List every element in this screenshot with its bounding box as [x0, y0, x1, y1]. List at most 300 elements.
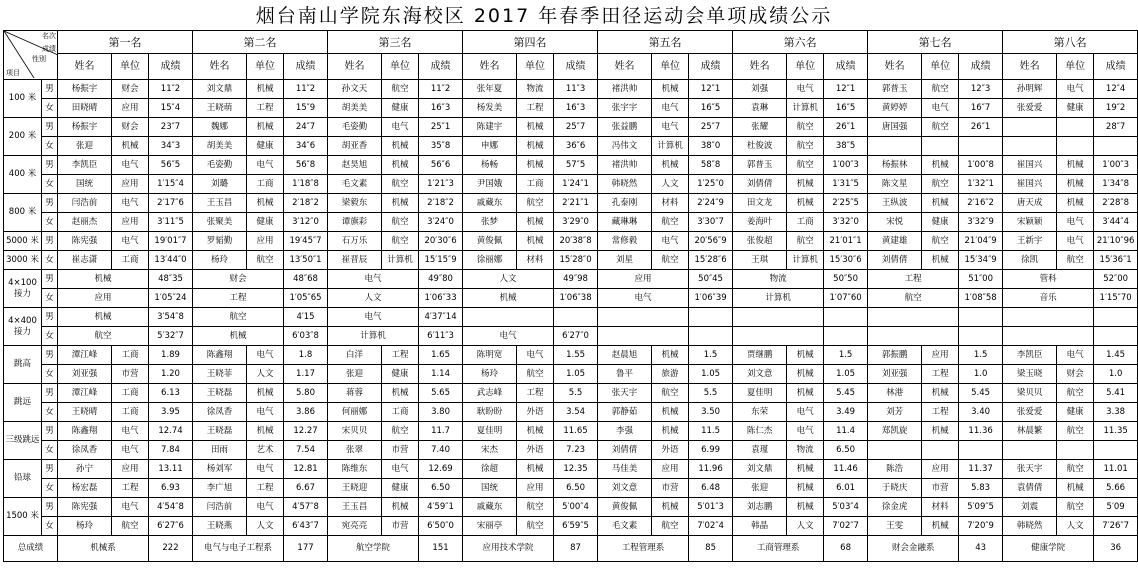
athlete-name: 杨玲 — [58, 517, 112, 536]
athlete-name: 陈宪强 — [58, 498, 112, 517]
unit: 机械 — [787, 479, 824, 498]
name-header: 姓名 — [193, 54, 247, 80]
athlete-name — [1003, 118, 1057, 137]
athlete-name: 孙宁 — [58, 460, 112, 479]
unit — [1057, 441, 1094, 460]
athlete-name: 胡亚香 — [328, 137, 382, 156]
gender-cell: 男 — [42, 156, 58, 175]
athlete-name: 林港 — [868, 384, 922, 403]
score — [959, 137, 1003, 156]
name-header: 姓名 — [868, 54, 922, 80]
score: 6′50″0 — [419, 517, 463, 536]
unit: 机械 — [922, 517, 959, 536]
score: 7.40 — [419, 441, 463, 460]
unit: 机械 — [382, 498, 419, 517]
unit: 航空 — [517, 194, 554, 213]
unit: 物流 — [517, 80, 554, 99]
relay-score: 1′05″65 — [284, 289, 328, 308]
score: 26″1 — [959, 118, 1003, 137]
athlete-name: 张迎 — [58, 137, 112, 156]
athlete-name: 梁毅东 — [328, 194, 382, 213]
unit: 机械 — [247, 118, 284, 137]
unit: 机械 — [517, 213, 554, 232]
unit: 机械 — [1057, 194, 1094, 213]
score: 26″1 — [824, 118, 868, 137]
unit: 机械 — [382, 156, 419, 175]
athlete-name: 戚藏东 — [463, 498, 517, 517]
gender-cell: 女 — [42, 137, 58, 156]
relay-score — [689, 308, 733, 327]
athlete-name: 刘亚强 — [58, 365, 112, 384]
unit: 电气 — [1057, 213, 1094, 232]
athlete-name: 梁贝贝 — [1003, 384, 1057, 403]
unit: 健康 — [382, 479, 419, 498]
relay-score: 6′11″3 — [419, 327, 463, 346]
relay-unit: 工程 — [868, 270, 959, 289]
relay-unit — [1003, 308, 1094, 327]
score: 7.84 — [149, 441, 193, 460]
corner-rank: 名次 — [42, 32, 56, 40]
athlete-name: 王晓迎 — [328, 479, 382, 498]
athlete-name: 杜俊波 — [733, 137, 787, 156]
unit-header: 单位 — [112, 54, 149, 80]
unit: 机械 — [787, 175, 824, 194]
unit: 航空 — [922, 118, 959, 137]
athlete-name: 胡美美 — [193, 137, 247, 156]
unit: 电气 — [247, 460, 284, 479]
athlete-name: 田文龙 — [733, 194, 787, 213]
unit: 工商 — [517, 175, 554, 194]
unit: 工商 — [382, 403, 419, 422]
athlete-name: 徐凤香 — [58, 441, 112, 460]
athlete-name: 宋颖颖 — [1003, 213, 1057, 232]
unit: 机械 — [787, 460, 824, 479]
total-dept: 电气与电子工程系 — [193, 536, 284, 562]
unit: 电气 — [1057, 232, 1094, 251]
score: 4′59″1 — [419, 498, 463, 517]
unit: 航空 — [112, 517, 149, 536]
score: 5.83 — [959, 479, 1003, 498]
unit: 航空 — [382, 213, 419, 232]
score: 56″8 — [284, 156, 328, 175]
score: 15′28″6 — [689, 251, 733, 270]
athlete-name: 宛亮亮 — [328, 517, 382, 536]
athlete-name: 戚藏东 — [463, 194, 517, 213]
athlete-name: 唐天成 — [1003, 194, 1057, 213]
athlete-name: 张迎 — [328, 365, 382, 384]
event-name: 100 米 — [4, 80, 42, 118]
score: 6.93 — [149, 479, 193, 498]
score: 1.0 — [959, 365, 1003, 384]
total-dept: 工程管理系 — [598, 536, 689, 562]
athlete-name: 夏佳明 — [733, 384, 787, 403]
athlete-name: 林晨繁 — [1003, 422, 1057, 441]
unit: 机械 — [517, 460, 554, 479]
athlete-name: 张梦 — [463, 213, 517, 232]
gender-cell: 男 — [42, 308, 58, 327]
unit: 电气 — [787, 422, 824, 441]
athlete-name: 闫浩前 — [58, 194, 112, 213]
score: 12″3 — [959, 80, 1003, 99]
athlete-name: 杨发美 — [463, 99, 517, 118]
score: 25″7 — [689, 118, 733, 137]
score: 5.80 — [284, 384, 328, 403]
unit: 电气 — [517, 346, 554, 365]
place-header: 第八名 — [1003, 31, 1138, 54]
score: 1.8 — [284, 346, 328, 365]
unit: 机械 — [247, 80, 284, 99]
unit: 健康 — [247, 213, 284, 232]
score: 13′50″1 — [284, 251, 328, 270]
athlete-name: 王雯 — [868, 517, 922, 536]
unit: 航空 — [1057, 384, 1094, 403]
athlete-name: 杨玲 — [193, 251, 247, 270]
unit: 工商 — [112, 384, 149, 403]
athlete-name: 杨玲 — [463, 365, 517, 384]
score: 16″5 — [689, 99, 733, 118]
score: 13.11 — [149, 460, 193, 479]
event-name: 铅球 — [4, 460, 42, 498]
unit: 材料 — [652, 194, 689, 213]
score: 1′25″0 — [689, 175, 733, 194]
athlete-name: 魏娜 — [193, 118, 247, 137]
score-header: 成绩 — [284, 54, 328, 80]
gender-cell: 男 — [42, 232, 58, 251]
relay-unit: 机械 — [58, 270, 149, 289]
unit: 航空 — [787, 137, 824, 156]
athlete-name: 胡美美 — [328, 99, 382, 118]
athlete-name: 宋杰 — [463, 441, 517, 460]
unit: 电气 — [112, 422, 149, 441]
score: 20′38″8 — [554, 232, 598, 251]
score: 1.0 — [1094, 365, 1138, 384]
score: 6.50 — [554, 479, 598, 498]
gender-cell: 女 — [42, 441, 58, 460]
unit: 工商 — [112, 403, 149, 422]
unit-header: 单位 — [247, 54, 284, 80]
event-name: 800 米 — [4, 194, 42, 232]
score: 20′56″9 — [689, 232, 733, 251]
relay-unit — [598, 327, 689, 346]
name-header: 姓名 — [1003, 54, 1057, 80]
athlete-name: 袁瑾 — [733, 441, 787, 460]
relay-score — [689, 327, 733, 346]
name-header: 姓名 — [598, 54, 652, 80]
score: 12.74 — [149, 422, 193, 441]
athlete-name — [1003, 137, 1057, 156]
unit: 人文 — [247, 365, 284, 384]
unit: 机械 — [652, 346, 689, 365]
score: 3′24″0 — [419, 213, 463, 232]
gender-cell: 女 — [42, 327, 58, 346]
score: 2′28″8 — [1094, 194, 1138, 213]
corner-cell — [4, 31, 58, 80]
score: 1.05 — [554, 365, 598, 384]
score: 34″6 — [284, 137, 328, 156]
score: 1′31″5 — [824, 175, 868, 194]
unit: 健康 — [922, 213, 959, 232]
relay-score: 48″35 — [149, 270, 193, 289]
athlete-name: 赵晨旭 — [598, 346, 652, 365]
place-header: 第七名 — [868, 31, 1003, 54]
score: 5.5 — [689, 384, 733, 403]
unit: 工程 — [922, 365, 959, 384]
unit: 机械 — [247, 384, 284, 403]
athlete-name: 黄俊佩 — [463, 232, 517, 251]
relay-score: 6′03″8 — [284, 327, 328, 346]
athlete-name: 王晓萌 — [193, 99, 247, 118]
athlete-name: 张俊超 — [733, 232, 787, 251]
athlete-name: 谭旗彩 — [328, 213, 382, 232]
athlete-name: 徐超 — [463, 460, 517, 479]
score: 11.5 — [689, 422, 733, 441]
score: 1.05 — [824, 365, 868, 384]
athlete-name: 袁倩倩 — [1003, 479, 1057, 498]
score: 4′54″8 — [149, 498, 193, 517]
unit: 计算机 — [787, 99, 824, 118]
unit: 电气 — [382, 460, 419, 479]
score: 56″6 — [419, 156, 463, 175]
athlete-name: 陈浩 — [868, 460, 922, 479]
relay-score — [824, 327, 868, 346]
athlete-name: 姜海叶 — [733, 213, 787, 232]
score: 12″1 — [824, 80, 868, 99]
athlete-name: 国统 — [58, 175, 112, 194]
relay-score: 1′06″39 — [689, 289, 733, 308]
gender-cell: 女 — [42, 517, 58, 536]
gender-cell: 女 — [42, 213, 58, 232]
score: 1′00″8 — [959, 156, 1003, 175]
name-header: 姓名 — [733, 54, 787, 80]
unit: 机械 — [1057, 156, 1094, 175]
unit: 工程 — [517, 384, 554, 403]
score: 6′59″5 — [554, 517, 598, 536]
athlete-name: 郭振鹏 — [868, 346, 922, 365]
athlete-name: 武志峰 — [463, 384, 517, 403]
athlete-name: 王晓燕 — [193, 517, 247, 536]
score: 12.35 — [554, 460, 598, 479]
total-score: 36 — [1094, 536, 1138, 562]
relay-score: 51″00 — [959, 270, 1003, 289]
score: 12.81 — [284, 460, 328, 479]
athlete-name: 张翠 — [328, 441, 382, 460]
unit: 工商 — [112, 346, 149, 365]
score: 7′20″9 — [959, 517, 1003, 536]
score: 16″5 — [824, 99, 868, 118]
place-header: 第三名 — [328, 31, 463, 54]
unit: 市营 — [652, 479, 689, 498]
total-dept: 健康学院 — [1003, 536, 1094, 562]
score: 16″3 — [554, 99, 598, 118]
score: 15′36″1 — [1094, 251, 1138, 270]
relay-score: 50″45 — [689, 270, 733, 289]
score: 25″1 — [419, 118, 463, 137]
athlete-name: 田雨 — [193, 441, 247, 460]
relay-unit: 人文 — [328, 289, 419, 308]
score: 7′02″4 — [689, 517, 733, 536]
athlete-name: 白洋 — [328, 346, 382, 365]
unit: 机械 — [382, 384, 419, 403]
score-header: 成绩 — [419, 54, 463, 80]
unit: 电气 — [382, 118, 419, 137]
relay-score — [959, 308, 1003, 327]
athlete-name: 耿盼盼 — [463, 403, 517, 422]
unit: 应用 — [517, 479, 554, 498]
athlete-name: 赵昊旭 — [328, 156, 382, 175]
unit: 人文 — [247, 517, 284, 536]
athlete-name: 郭静茹 — [598, 403, 652, 422]
unit: 机械 — [517, 232, 554, 251]
athlete-name: 郑凯旋 — [868, 422, 922, 441]
unit: 航空 — [787, 232, 824, 251]
relay-score: 1′08″58 — [959, 289, 1003, 308]
score: 1′00″3 — [824, 156, 868, 175]
unit: 电气 — [247, 156, 284, 175]
unit: 电气 — [652, 118, 689, 137]
relay-score: 6′27″0 — [554, 327, 598, 346]
athlete-name: 毛文素 — [598, 517, 652, 536]
event-name: 跳高 — [4, 346, 42, 384]
unit: 市营 — [382, 517, 419, 536]
event-name: 三级跳远 — [4, 422, 42, 460]
score: 6.50 — [824, 441, 868, 460]
unit: 电气 — [247, 403, 284, 422]
score: 3.50 — [689, 403, 733, 422]
relay-score: 4′37″14 — [419, 308, 463, 327]
athlete-name: 王新宇 — [1003, 232, 1057, 251]
unit: 工商 — [247, 175, 284, 194]
score: 3′30″7 — [689, 213, 733, 232]
unit — [1057, 137, 1094, 156]
relay-unit: 航空 — [868, 289, 959, 308]
athlete-name: 潭江峰 — [58, 384, 112, 403]
unit: 机械 — [787, 384, 824, 403]
athlete-name: 陈建宇 — [463, 118, 517, 137]
athlete-name: 崔国兴 — [1003, 175, 1057, 194]
score: 6.50 — [419, 479, 463, 498]
corner-grade: 成绩 — [42, 45, 56, 53]
score: 11.7 — [419, 422, 463, 441]
unit: 应用 — [112, 460, 149, 479]
event-name: 跳远 — [4, 384, 42, 422]
athlete-name: 徐丽娜 — [463, 251, 517, 270]
athlete-name: 王晓晴 — [58, 403, 112, 422]
unit: 航空 — [652, 213, 689, 232]
gender-cell: 男 — [42, 270, 58, 289]
unit: 机械 — [787, 365, 824, 384]
unit: 航空 — [382, 422, 419, 441]
total-dept: 工商管理系 — [733, 536, 824, 562]
score: 15′30″6 — [824, 251, 868, 270]
score: 57″5 — [554, 156, 598, 175]
score: 11.65 — [554, 422, 598, 441]
unit: 健康 — [382, 365, 419, 384]
athlete-name: 杨宏磊 — [58, 479, 112, 498]
score: 3′32″0 — [824, 213, 868, 232]
unit: 机械 — [1057, 175, 1094, 194]
score: 12.69 — [419, 460, 463, 479]
athlete-name: 孔泰刚 — [598, 194, 652, 213]
unit-header: 单位 — [922, 54, 959, 80]
name-header: 姓名 — [463, 54, 517, 80]
unit: 财会 — [112, 118, 149, 137]
score: 2′18″2 — [419, 194, 463, 213]
relay-unit — [868, 308, 959, 327]
athlete-name: 常修毅 — [598, 232, 652, 251]
relay-unit: 航空 — [193, 308, 284, 327]
score-header: 成绩 — [959, 54, 1003, 80]
place-header: 第五名 — [598, 31, 733, 54]
score: 2′21″1 — [554, 194, 598, 213]
athlete-name: 宋丽亭 — [463, 517, 517, 536]
score: 11″3 — [554, 80, 598, 99]
score: 19′45″7 — [284, 232, 328, 251]
athlete-name: 杨振宇 — [58, 80, 112, 99]
score: 15″9 — [284, 99, 328, 118]
relay-score — [554, 308, 598, 327]
unit: 电气 — [652, 99, 689, 118]
relay-unit: 机械 — [58, 308, 149, 327]
unit: 机械 — [922, 194, 959, 213]
total-dept: 应用技术学院 — [463, 536, 554, 562]
score: 5′09″5 — [959, 498, 1003, 517]
score: 5′01″3 — [689, 498, 733, 517]
athlete-name: 褚洪帅 — [598, 80, 652, 99]
athlete-name — [868, 441, 922, 460]
total-score: 68 — [824, 536, 868, 562]
relay-score — [959, 327, 1003, 346]
athlete-name: 马佳美 — [598, 460, 652, 479]
unit: 机械 — [1057, 479, 1094, 498]
score: 2′25″5 — [824, 194, 868, 213]
unit: 航空 — [652, 517, 689, 536]
unit: 航空 — [787, 118, 824, 137]
unit — [922, 441, 959, 460]
score: 3′32″9 — [959, 213, 1003, 232]
score: 1.45 — [1094, 346, 1138, 365]
score: 6.13 — [149, 384, 193, 403]
unit: 电气 — [247, 346, 284, 365]
score — [1094, 137, 1138, 156]
athlete-name: 刘文意 — [733, 365, 787, 384]
results-table — [3, 30, 1138, 562]
place-header: 第一名 — [58, 31, 193, 54]
unit: 航空 — [517, 365, 554, 384]
gender-cell: 男 — [42, 118, 58, 137]
unit: 外语 — [517, 441, 554, 460]
unit: 机械 — [652, 80, 689, 99]
unit: 材料 — [517, 251, 554, 270]
gender-cell: 男 — [42, 80, 58, 99]
athlete-name: 张爱爱 — [1003, 99, 1057, 118]
relay-score: 49″80 — [419, 270, 463, 289]
athlete-name: 闫浩前 — [193, 498, 247, 517]
unit: 电气 — [1057, 346, 1094, 365]
athlete-name: 刘星 — [598, 251, 652, 270]
score: 1′00″3 — [1094, 156, 1138, 175]
athlete-name: 夏佳明 — [463, 422, 517, 441]
athlete-name: 刘璐 — [193, 175, 247, 194]
relay-score: 48″68 — [284, 270, 328, 289]
unit: 材料 — [922, 498, 959, 517]
gender-cell: 女 — [42, 99, 58, 118]
score: 24″7 — [284, 118, 328, 137]
score: 3′12″0 — [284, 213, 328, 232]
athlete-name: 黄俊佩 — [598, 498, 652, 517]
athlete-name: 崔国兴 — [1003, 156, 1057, 175]
unit: 航空 — [1057, 422, 1094, 441]
unit: 人文 — [1057, 517, 1094, 536]
